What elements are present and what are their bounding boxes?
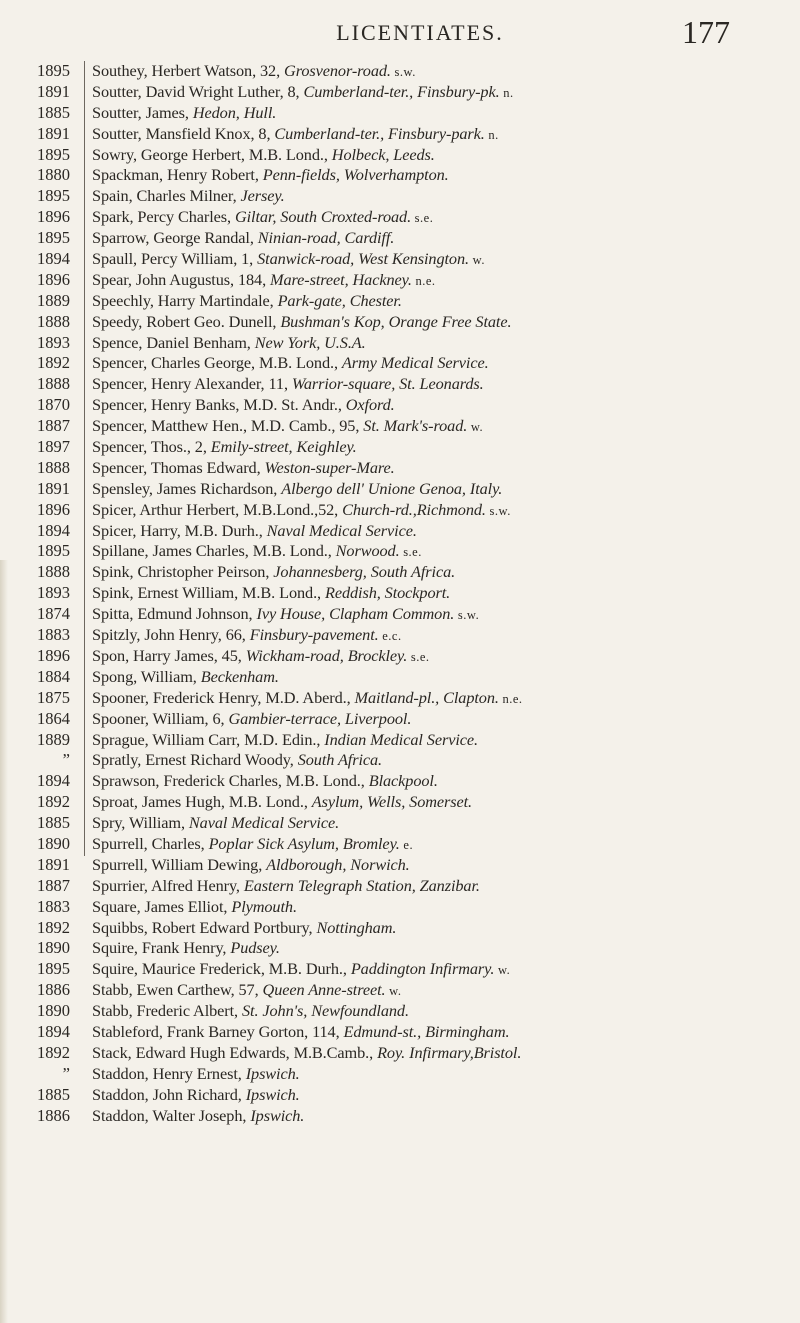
list-item [0,1043,800,1064]
entry-address: Blackpool. [368,771,438,791]
entry-year: 1885 [37,813,70,833]
entry-text [92,249,485,271]
entry-text [92,604,479,626]
entry-year: 1895 [37,959,70,979]
entry-year: 1887 [37,875,70,895]
entry-name: Spink, Christopher Peirson, [92,562,274,582]
list-item [0,1064,800,1085]
entry-year: 1886 [37,1105,70,1125]
entry-text [92,876,480,898]
entry-name: Staddon, Henry Ernest, [92,1063,246,1083]
entry-year: 1870 [37,395,70,415]
entry-text [92,562,455,584]
entry-year: 1894 [37,1021,70,1041]
entry-district: s.w. [390,65,416,79]
entry-year: 1891 [37,81,70,101]
entry-text [92,165,449,187]
entry-year: 1885 [37,102,70,122]
list-item [0,771,800,792]
list-item [0,938,800,959]
entry-year: 1888 [37,457,70,477]
entry-address: New York, U.S.A. [254,332,366,352]
entry-name: Spurrell, William Dewing, [92,854,267,874]
list-item [0,500,800,521]
entry-address: Giltar, South Croxted-road. [234,207,412,227]
entry-text [92,228,394,250]
entry-name: Spurrell, Charles, [92,833,209,853]
entry-name: Stack, Edward Hugh Edwards, M.B.Camb., [92,1042,378,1062]
entry-name: Spooner, Frederick Henry, M.D. Aberd., [92,687,355,707]
entry-year: 1896 [37,269,70,289]
entry-text [92,353,489,375]
entry-address: Hedon, Hull. [192,102,277,122]
entry-district: s.w. [485,503,511,518]
entry-year: 1896 [37,645,70,665]
entry-year: 1894 [37,771,70,791]
entry-name: Spicer, Harry, M.B. Durh., [92,520,267,540]
entry-text [92,61,416,83]
entry-year: ” [62,750,70,770]
entry-name: Spong, William, [92,666,201,686]
entry-year: 1889 [37,729,70,749]
entry-name: Spicer, Arthur Herbert, M.B.Lond.,52, [92,499,343,519]
list-item [0,750,800,771]
entry-address: Cumberland-ter., Finsbury-park. [274,123,485,143]
entry-year: 1886 [37,980,70,1000]
entry-text [92,688,523,710]
entry-text [92,855,410,877]
entry-name: Speedy, Robert Geo. Dunell, [92,311,281,331]
entry-year: 1895 [37,61,70,80]
list-item [0,416,800,437]
list-item [0,521,800,542]
entry-text [92,541,422,563]
list-item [0,312,800,333]
entry-text [92,374,484,396]
entry-address: Park-gate, Chester. [277,290,402,310]
entry-district: s.e. [411,211,434,226]
entry-address: Edmund-st., Birmingham. [343,1021,510,1041]
entry-name: Sprawson, Frederick Charles, M.B. Lond., [92,771,369,791]
entry-address: Cumberland-ter., Finsbury-pk. [303,81,500,101]
entry-name: Spurrier, Alfred Henry, [92,875,244,895]
entry-name: Spooner, William, 6, [92,708,229,728]
list-item [0,458,800,479]
entry-name: Spitzly, John Henry, 66, [92,625,250,645]
entry-text [92,730,478,752]
entry-year: 1895 [37,144,70,164]
entry-name: Soutter, Mansfield Knox, 8, [92,123,275,143]
entry-address: Johannesberg, South Africa. [273,562,456,582]
entry-year: 1890 [37,833,70,853]
entry-address: Roy. Infirmary,Bristol. [377,1042,522,1062]
entry-address: Emily-street, Keighley. [210,437,357,457]
entry-text [92,1064,300,1086]
entry-year: 1883 [37,896,70,916]
entry-name: Spackman, Henry Robert, [92,165,263,185]
list-item [0,1085,800,1106]
entry-year: 1890 [37,938,70,958]
entry-year: 1875 [37,687,70,707]
entry-text [92,646,430,668]
list-item [0,145,800,166]
entry-district: s.w. [454,608,480,623]
list-item [0,165,800,186]
entry-text [92,416,483,438]
entry-address: Maitland-pl., Clapton. [354,687,499,707]
list-item [0,249,800,270]
entry-year: 1894 [37,249,70,269]
entry-address: Army Medical Service. [341,353,489,373]
entry-name: Squibbs, Robert Edward Portbury, [92,917,317,937]
entry-name: Spencer, Henry Alexander, 11, [92,374,292,394]
list-item [0,834,800,855]
entry-name: Southey, Herbert Watson, 32, [92,61,285,80]
entry-address: Ipswich. [245,1063,300,1083]
entry-text [92,207,433,229]
entry-text [92,395,395,417]
entry-year: 1883 [37,625,70,645]
entry-year: 1893 [37,332,70,352]
list-item [0,918,800,939]
entry-district: n.e. [498,691,523,706]
list-item [0,876,800,897]
entry-district: n.e. [411,273,436,288]
entry-year: 1895 [37,541,70,561]
entry-text [92,1022,509,1044]
entry-text [92,792,472,814]
entry-address: St. Mark's-road. [363,416,468,436]
list-item [0,1001,800,1022]
entry-name: Spon, Harry James, 45, [92,645,246,665]
entry-year: 1892 [37,1042,70,1062]
entry-address: Gambier-terrace, Liverpool. [228,708,412,728]
entry-year: 1894 [37,520,70,540]
entry-address: Paddington Infirmary. [350,959,495,979]
entry-name: Staddon, Walter Joseph, [92,1105,251,1125]
entry-text [92,500,511,522]
entry-name: Spry, William, [92,813,189,833]
entry-address: Poplar Sick Asylum, Bromley. [208,833,400,853]
entry-name: Spencer, Henry Banks, M.D. St. Andr., [92,395,346,415]
entry-year: 1888 [37,562,70,582]
entry-address: Bushman's Kop, Orange Free State. [280,311,512,331]
entry-text [92,82,514,104]
entry-district: s.e. [407,649,430,664]
list-item [0,82,800,103]
entry-address: Finsbury-pavement. [249,625,379,645]
list-item [0,855,800,876]
list-item [0,646,800,667]
list-item [0,353,800,374]
entry-text [92,1106,304,1128]
entry-year: 1896 [37,207,70,227]
list-item [0,709,800,730]
entry-address: Ivy House, Clapham Common. [256,604,455,624]
entry-name: Squire, Maurice Frederick, M.B. Durh., [92,959,351,979]
list-item [0,667,800,688]
entry-address: Wickham-road, Brockley. [245,645,408,665]
list-item [0,395,800,416]
entry-district: s.e. [399,545,422,560]
entry-text [92,124,499,146]
entry-name: Spencer, Charles George, M.B. Lond., [92,353,342,373]
list-item [0,270,800,291]
entry-district: n. [484,127,499,142]
entry-name: Stableford, Frank Barney Gorton, 114, [92,1021,344,1041]
entry-district: e.c. [378,629,402,644]
entry-district: w. [385,984,402,999]
entry-name: Spark, Percy Charles, [92,207,235,227]
entry-text [92,625,402,647]
entry-year: 1896 [37,499,70,519]
entry-text [92,186,285,208]
entry-text [92,709,411,731]
entry-text [92,437,357,459]
list-item [0,813,800,834]
list-item [0,186,800,207]
entry-year: 1889 [37,290,70,310]
entry-year: 1891 [37,854,70,874]
entry-year: 1893 [37,583,70,603]
entry-text [92,938,280,960]
entry-text [92,1043,521,1065]
entry-year: 1885 [37,1084,70,1104]
entry-address: Jersey. [240,186,285,206]
entry-name: Squire, Frank Henry, [92,938,231,958]
list-item [0,730,800,751]
entry-text [92,667,279,689]
entry-name: Stabb, Ewen Carthew, 57, [92,980,263,1000]
list-item [0,562,800,583]
list-item [0,103,800,124]
entry-year: 1892 [37,353,70,373]
entry-name: Speechly, Harry Martindale, [92,290,278,310]
entry-year: 1895 [37,228,70,248]
entry-name: Sprague, William Carr, M.D. Edin., [92,729,325,749]
entry-text [92,1085,300,1107]
list-item [0,124,800,145]
entry-year: 1864 [37,708,70,728]
entry-text [92,103,276,125]
entry-name: Spillane, James Charles, M.B. Lond., [92,541,336,561]
entry-name: Soutter, James, [92,102,193,122]
entry-text [92,1001,409,1023]
entry-address: Asylum, Wells, Somerset. [311,792,473,812]
list-item [0,541,800,562]
page-header [0,14,800,54]
entry-address: Mare-street, Hackney. [270,269,412,289]
list-item [0,1022,800,1043]
list-item [0,333,800,354]
entry-name: Spain, Charles Milner, [92,186,241,206]
entry-address: Penn-fields, Wolverhampton. [262,165,449,185]
entry-year: 1888 [37,311,70,331]
entry-year: 1884 [37,666,70,686]
entry-name: Spencer, Matthew Hen., M.D. Camb., 95, [92,416,364,436]
entry-address: Aldborough, Norwich. [266,854,410,874]
list-item [0,291,800,312]
entry-text [92,583,450,605]
entry-address: Nottingham. [316,917,397,937]
entry-address: Plymouth. [231,896,297,916]
entry-district: n. [499,85,514,100]
entry-address: Holbeck, Leeds. [331,144,435,164]
entry-text [92,750,382,772]
entry-name: Spensley, James Richardson, [92,478,282,498]
entry-address: Eastern Telegraph Station, Zanzibar. [243,875,480,895]
entry-name: Spear, John Augustus, 184, [92,269,271,289]
entry-text [92,834,413,856]
entry-year: 1880 [37,165,70,185]
running-title: LICENTIATES. [336,20,504,45]
entry-year: 1887 [37,416,70,436]
entry-year: 1897 [37,437,70,457]
entry-year: 1891 [37,123,70,143]
entry-name: Stabb, Frederic Albert, [92,1001,242,1021]
entry-year: 1895 [37,186,70,206]
entry-address: Albergo dell' Unione Genoa, Italy. [281,478,503,498]
entry-address: Reddish, Stockport. [324,583,451,603]
list-item [0,980,800,1001]
entry-address: Oxford. [345,395,395,415]
list-item [0,437,800,458]
entry-year: 1892 [37,917,70,937]
entry-address: South Africa. [297,750,383,770]
entry-address: St. John's, Newfoundland. [241,1001,409,1021]
entry-district: w. [494,963,511,978]
entry-district: w. [469,253,485,268]
entry-text [92,479,502,501]
entry-name: Spratly, Ernest Richard Woody, [92,750,298,770]
entry-text [92,145,435,167]
entry-address: Stanwick-road, West Kensington. [257,249,469,269]
entry-text [92,312,511,334]
list-item [0,583,800,604]
list-item [0,479,800,500]
list-item [0,604,800,625]
entry-text [92,813,339,835]
entry-name: Spencer, Thomas Edward, [92,457,265,477]
entry-text [92,771,438,793]
entry-district: e. [399,837,414,852]
entry-address: Naval Medical Service. [266,520,417,540]
entry-name: Sparrow, George Randal, [92,228,258,248]
entry-name: Spence, Daniel Benham, [92,332,255,352]
entry-address: Indian Medical Service. [324,729,478,749]
list-item [0,374,800,395]
list-item [0,228,800,249]
list-item [0,897,800,918]
entry-address: Ipswich. [245,1084,300,1104]
list-item [0,625,800,646]
entry-text [92,918,396,940]
list-item [0,1106,800,1127]
entry-address: Pudsey. [230,938,280,958]
list-item [0,959,800,980]
list-item [0,207,800,228]
entry-year: 1874 [37,604,70,624]
entry-name: Spitta, Edmund Johnson, [92,604,257,624]
entry-district: w. [467,420,484,435]
entry-name: Spaull, Percy William, 1, [92,249,258,269]
entry-address: Church-rd.,Richmond. [342,499,486,519]
page-number: 177 [682,14,730,50]
entry-year: ” [62,1063,70,1083]
entry-address: Ninian-road, Cardiff. [257,228,395,248]
entry-text [92,521,417,543]
entry-name: Spencer, Thos., 2, [92,437,211,457]
list-item [0,61,800,82]
entry-address: Grosvenor-road. [284,61,391,80]
entry-name: Staddon, John Richard, [92,1084,246,1104]
entry-name: Square, James Elliot, [92,896,232,916]
entry-year: 1891 [37,478,70,498]
entry-address: Queen Anne-street. [262,980,386,1000]
entry-year: 1892 [37,792,70,812]
entry-address: Naval Medical Service. [188,813,340,833]
entry-text [92,333,366,355]
licentiates-list [0,61,800,1126]
entry-text [92,291,402,313]
list-item [0,792,800,813]
entry-text [92,897,297,919]
entry-text [92,270,436,292]
entry-address: Beckenham. [200,666,279,686]
entry-name: Spink, Ernest William, M.B. Lond., [92,583,325,603]
entry-year: 1890 [37,1001,70,1021]
entry-text [92,980,401,1002]
entry-name: Soutter, David Wright Luther, 8, [92,81,304,101]
entry-year: 1888 [37,374,70,394]
entry-text [92,959,510,981]
entry-address: Warrior-square, St. Leonards. [291,374,484,394]
entry-address: Ipswich. [250,1105,305,1125]
list-item [0,688,800,709]
entry-address: Weston-super-Mare. [264,457,395,477]
entry-name: Sowry, George Herbert, M.B. Lond., [92,144,332,164]
entry-name: Sproat, James Hugh, M.B. Lond., [92,792,312,812]
entry-text [92,458,395,480]
entry-address: Norwood. [335,541,400,561]
